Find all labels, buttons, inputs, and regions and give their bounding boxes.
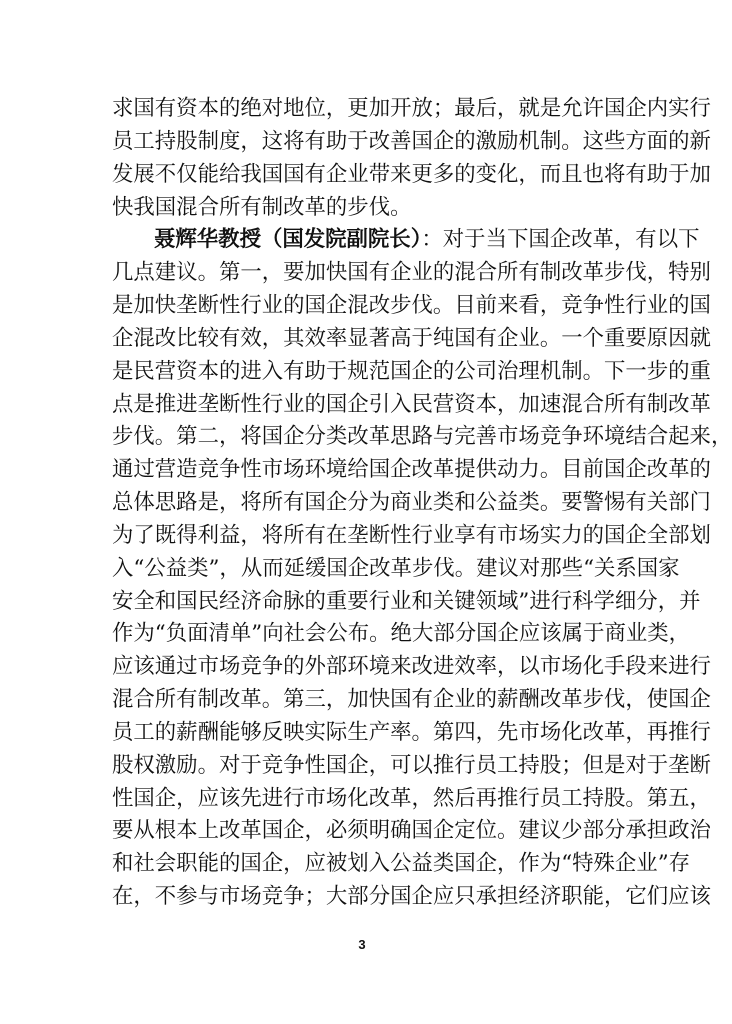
paragraph-2-line-2: 几点建议。第一，要加快国有企业的混合所有制改革步伐，特别 (112, 260, 711, 285)
paragraph-2-line-5: 是民营资本的进入有助于规范国企的公司治理机制。下一步的重 (112, 359, 711, 384)
paragraph-2-line-6: 点是推进垄断性行业的国企引入民营资本，加速混合所有制改革 (112, 392, 711, 417)
paragraph-2-line-7: 步伐。第二，将国企分类改革思路与完善市场竞争环境结合起来， (112, 424, 732, 449)
paragraph-2-line-8: 通过营造竞争性市场环境给国企改革提供动力。目前国企改革的 (112, 457, 711, 482)
paragraph-2-line-1 (154, 223, 700, 256)
paragraph-2-line-1-text: ：对于当下国企改革，有以下 (421, 227, 700, 252)
paragraph-2-line-21: 在，不参与市场竞争；大部分国企应只承担经济职能，它们应该 (112, 884, 711, 909)
paragraph-2-line-9: 总体思路是，将所有国企分为商业类和公益类。要警惕有关部门 (112, 490, 711, 515)
paragraph-2-line-4: 企混改比较有效，其效率显著高于纯国有企业。一个重要原因就 (112, 326, 711, 351)
paragraph-2-line-13: 作为“负面清单”向社会公布。绝大部分国企应该属于商业类， (112, 621, 691, 646)
paragraph-2-line-11: 入“公益类”，从而延缓国企改革步伐。建议对那些“关系国家 (112, 556, 680, 581)
paragraph-1-line-1: 求国有资本的绝对地位，更加开放；最后，就是允许国企内实行 (112, 96, 711, 121)
paragraph-2-line-18: 性国企，应该先进行市场化改革，然后再推行员工持股。第五， (112, 786, 711, 811)
paragraph-2-line-17: 股权激励。对于竞争性国企，可以推行员工持股；但是对于垄断 (112, 753, 711, 778)
paragraph-2-line-3: 是加快垄断性行业的国企混改步伐。目前来看，竞争性行业的国 (112, 293, 711, 318)
paragraph-2-line-16: 员工的薪酬能够反映实际生产率。第四，先市场化改革，再推行 (112, 720, 711, 745)
page-number: 3 (358, 937, 366, 952)
paragraph-1-line-4: 快我国混合所有制改革的步伐。 (112, 195, 412, 220)
paragraph-1-line-3: 发展不仅能给我国国有企业带来更多的变化，而且也将有助于加 (112, 162, 711, 187)
paragraph-2-line-12: 安全和国民经济命脉的重要行业和关键领域”进行科学细分，并 (112, 589, 701, 614)
paragraph-2-line-19: 要从根本上改革国企，必须明确国企定位。建议少部分承担政治 (112, 818, 711, 843)
paragraph-2-line-20: 和社会职能的国企，应被划入公益类国企，作为“特殊企业”存 (112, 851, 691, 876)
paragraph-1-line-2: 员工持股制度，这将有助于改善国企的激励机制。这些方面的新 (112, 129, 711, 154)
paragraph-2-line-10: 为了既得利益，将所有在垄断性行业享有市场实力的国企全部划 (112, 523, 711, 548)
speaker-name: 聂辉华教授（国发院副院长） (154, 227, 422, 252)
paragraph-2-line-15: 混合所有制改革。第三，加快国有企业的薪酬改革步伐，使国企 (112, 687, 711, 712)
paragraph-2-line-14: 应该通过市场竞争的外部环境来改进效率，以市场化手段来进行 (112, 654, 711, 679)
